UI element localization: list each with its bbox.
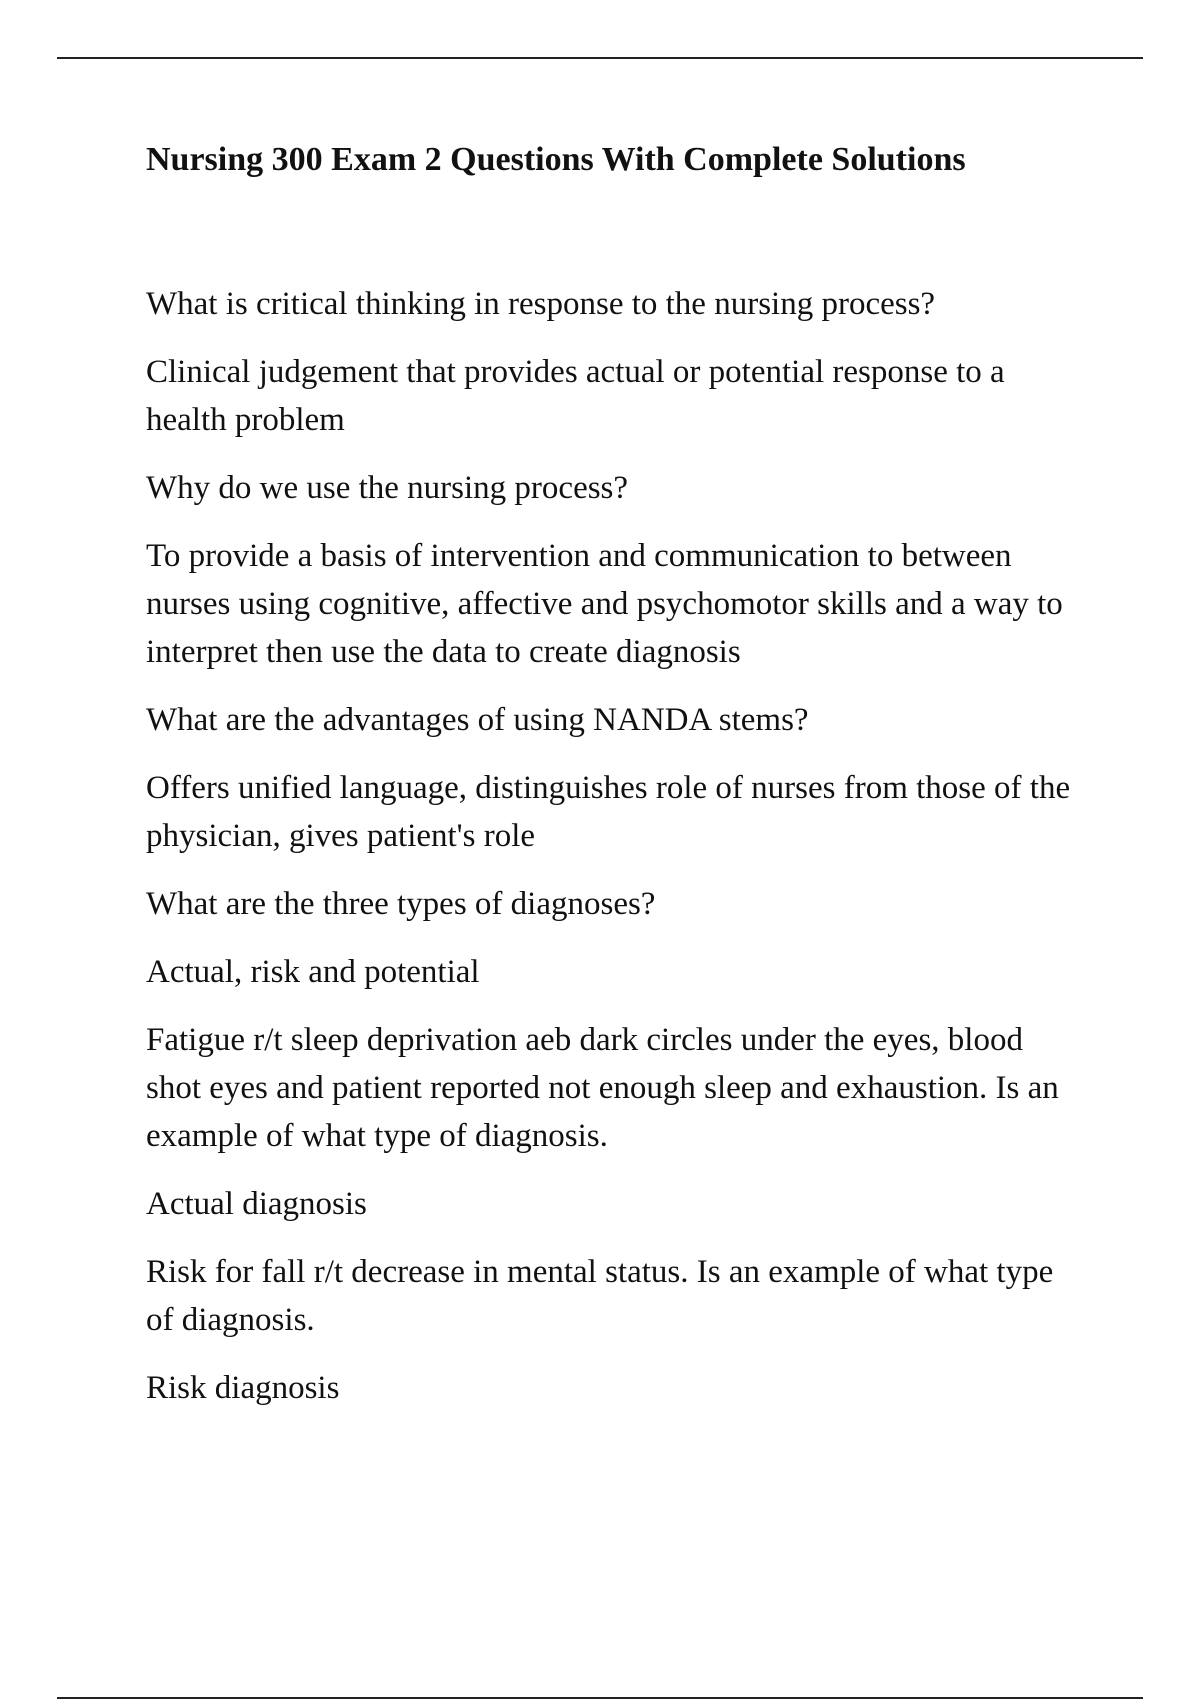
question-4: What are the three types of diagnoses?: [146, 886, 656, 922]
answer-1: Clinical judgement that provides actual or potential response to a health problem: [146, 354, 1005, 438]
question-3: What are the advantages of using NANDA stems?: [146, 702, 809, 738]
document-title: Nursing 300 Exam 2 Questions With Complete Solutions: [146, 141, 966, 178]
question-5: Fatigue r/t sleep deprivation aeb dark circles under the eyes, blood shot eyes and patient reported not enough sleep and exhaustion. Is an example of what type of diagnosis.: [146, 1022, 1059, 1154]
question-6: Risk for fall r/t decrease in mental status. Is an example of what type of diagnosis.: [146, 1254, 1054, 1338]
answer-3: Offers unified language, distinguishes role of nurses from those of the physician, gives patient's role: [146, 770, 1071, 854]
top-divider: [57, 57, 1143, 59]
question-2: Why do we use the nursing process?: [146, 470, 629, 506]
answer-2: To provide a basis of intervention and communication to between nurses using cognitive, affective and psychomotor skills and a way to interpret then use the data to create diagnosis: [146, 538, 1063, 670]
bottom-divider: [57, 1697, 1143, 1699]
question-1: What is critical thinking in response to the nursing process?: [146, 286, 936, 322]
qa-content: [146, 280, 1086, 1432]
answer-4: Actual, risk and potential: [146, 954, 480, 990]
answer-6: Risk diagnosis: [146, 1370, 340, 1406]
answer-5: Actual diagnosis: [146, 1186, 367, 1222]
